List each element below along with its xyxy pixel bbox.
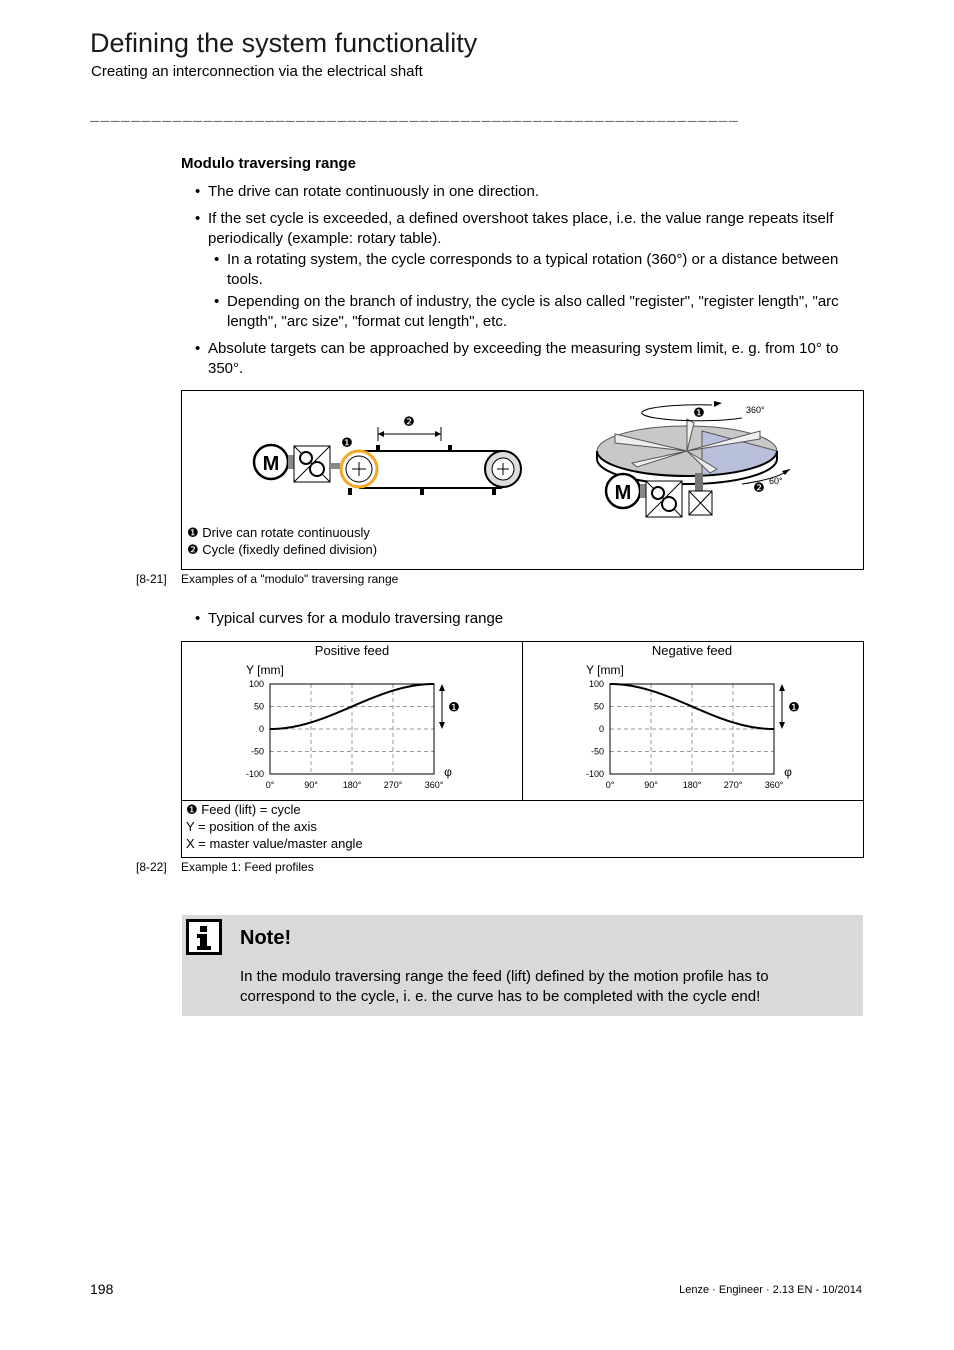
y-tick-label: 100	[588, 679, 604, 689]
bullet-dot: •	[195, 183, 201, 200]
bullet-item	[195, 609, 863, 629]
feed-profile-charts	[182, 642, 863, 800]
lift-marker: ❶	[448, 699, 460, 715]
figure-modulo-examples	[181, 390, 864, 570]
x-tick-label: 360°	[424, 780, 444, 790]
lift-arrow-head	[439, 722, 445, 729]
footer-publisher: Lenze · Engineer · 2.13 EN - 10/2014	[679, 1284, 862, 1296]
figure-caption: Examples of a "modulo" traversing range	[181, 572, 399, 586]
y-tick-label: 0	[598, 724, 604, 734]
x-tick-label: 90°	[304, 780, 318, 790]
x-axis-label: φ	[444, 765, 452, 779]
marker-2: ❷	[753, 480, 765, 495]
marker-1: ❶	[693, 405, 705, 420]
lift-marker: ❶	[788, 699, 800, 715]
rotary-table-diagram	[597, 401, 790, 517]
bullet-item	[195, 339, 863, 378]
gear-icon	[300, 452, 312, 464]
bullet-item	[195, 209, 863, 248]
x-tick-label: 360°	[764, 780, 784, 790]
figure-caption-number: [8-22]	[136, 860, 167, 874]
chart-title: Negative feed	[651, 643, 733, 658]
figure2-legend-3: X = master value/master angle	[186, 836, 363, 851]
x-tick-label: 180°	[682, 780, 702, 790]
gear-icon	[310, 462, 324, 476]
bullet-dot: •	[195, 610, 201, 627]
header-separator: _______________________________________________________________	[90, 108, 739, 125]
motor-shaft	[288, 455, 294, 469]
figure-legend-1: ❶ Drive can rotate continuously	[187, 525, 370, 540]
lift-arrow-head	[439, 684, 445, 691]
lift-arrow-head	[779, 684, 785, 691]
bullet-dot: •	[195, 340, 201, 357]
y-tick-label: -50	[590, 746, 604, 757]
figure-caption-number: [8-21]	[136, 572, 167, 586]
bullet-text: In a rotating system, the cycle corresponds to a typical rotation (360°) or a distance between tools.	[227, 251, 839, 288]
page-title: Defining the system functionality	[90, 28, 478, 58]
figure2-legend-1: ❶ Feed (lift) = cycle	[186, 802, 301, 817]
y-tick-label: 50	[253, 701, 264, 712]
y-axis-label: Y [mm]	[246, 663, 284, 677]
figure-feed-profiles	[181, 641, 864, 858]
marker-2: ❷	[403, 414, 415, 429]
bullet-text: Depending on the branch of industry, the cycle is also called "register", "register length", "arc length", "arc size", "format cut length", etc.	[227, 293, 839, 330]
note-box	[182, 915, 863, 1016]
y-axis-label: Y [mm]	[586, 663, 624, 677]
y-tick-label: -50	[250, 746, 264, 757]
bullet-text: Absolute targets can be approached by exceeding the measuring system limit, e. g. from 10° to 350°.	[208, 340, 839, 377]
bullet-item	[195, 182, 863, 202]
angle-label-60: 60°	[769, 476, 783, 486]
table-shaft	[695, 473, 703, 491]
page-subtitle: Creating an interconnection via the electrical shaft	[91, 63, 423, 80]
y-tick-label: 0	[258, 724, 264, 734]
page-number: 198	[90, 1281, 114, 1297]
motor-label: M	[614, 482, 632, 504]
bullet-dot: •	[214, 251, 220, 268]
x-tick-label: 0°	[605, 780, 615, 790]
note-text: In the modulo traversing range the feed (lift) defined by the motion profile has to correspond to the cycle, i. e. the curve has to be completed with the cycle end!	[240, 968, 769, 1005]
figure-legend-2: ❷ Cycle (fixedly defined division)	[187, 542, 378, 557]
rotation-arrow	[642, 405, 742, 421]
figure-caption: Example 1: Feed profiles	[181, 860, 314, 874]
y-tick-label: -100	[585, 769, 604, 779]
note-title: Note!	[240, 927, 292, 949]
bullet-text: If the set cycle is exceeded, a defined overshoot takes place, i.e. the value range repeats itself periodically (example: rotary table).	[208, 210, 834, 247]
sub-bullet-item	[214, 250, 863, 289]
x-tick-label: 270°	[723, 780, 743, 790]
marker-1: ❶	[341, 435, 353, 450]
x-tick-label: 0°	[265, 780, 275, 790]
bullet-dot: •	[214, 293, 220, 310]
x-axis-label: φ	[784, 765, 792, 779]
angle-label-360: 360°	[746, 405, 765, 415]
belt-drive-diagram	[254, 414, 521, 495]
x-tick-label: 270°	[383, 780, 403, 790]
y-tick-label: 100	[248, 679, 264, 689]
gear-icon	[652, 487, 664, 499]
y-tick-label: 50	[593, 701, 604, 712]
info-icon	[186, 919, 222, 955]
y-tick-label: -100	[245, 769, 264, 779]
sub-bullet-item	[214, 292, 863, 331]
gear-icon	[662, 497, 676, 511]
lift-arrow-head	[779, 722, 785, 729]
bullet-dot: •	[195, 210, 201, 227]
section-heading: Modulo traversing range	[181, 155, 357, 172]
chart-title: Positive feed	[314, 643, 390, 658]
motor-label: M	[262, 453, 280, 475]
bullet-text: The drive can rotate continuously in one direction.	[208, 183, 540, 200]
x-tick-label: 90°	[644, 780, 658, 790]
bullet-text: Typical curves for a modulo traversing range	[208, 610, 504, 627]
x-tick-label: 180°	[342, 780, 362, 790]
figure2-legend-2: Y = position of the axis	[186, 819, 317, 834]
